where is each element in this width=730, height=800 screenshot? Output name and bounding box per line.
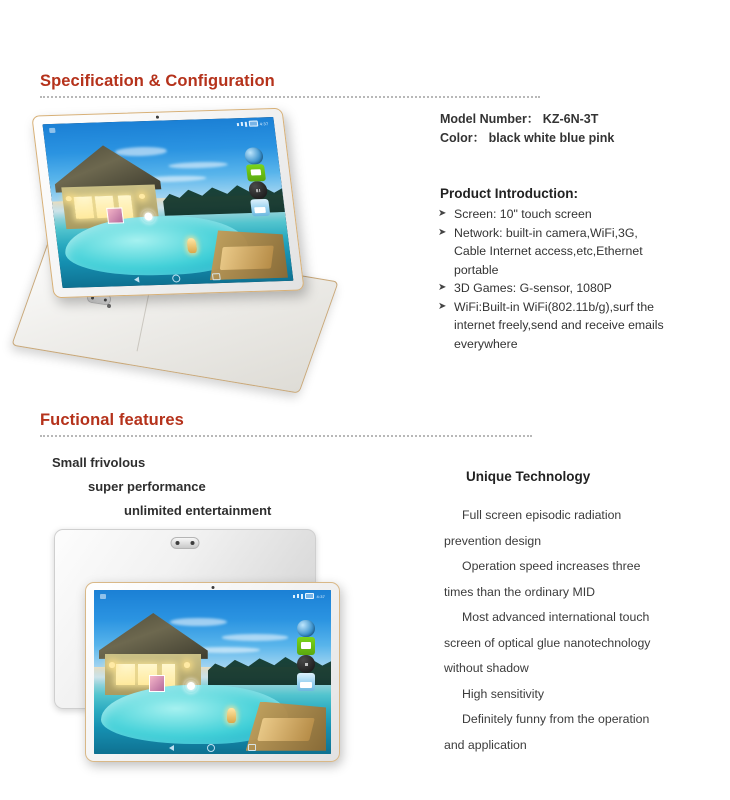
photo-frame-icon[interactable] — [149, 675, 166, 692]
status-notification-icon — [100, 594, 106, 599]
back-icon[interactable] — [134, 276, 140, 282]
slogan-line-1: Small frivolous — [52, 455, 146, 470]
feature-slogan — [52, 451, 271, 523]
settings-gear-icon[interactable] — [184, 679, 198, 693]
intro-list-item-text: WiFi:Built-in WiFi(802.11b/g),surf the internet freely,send and receive emails everywhere — [454, 299, 664, 351]
specification-title: Specification & Configuration — [40, 72, 275, 90]
photo-icon[interactable] — [297, 673, 315, 691]
unique-item: Full screen episodic radiation prevention design — [444, 508, 622, 548]
app-drawer-icon[interactable] — [248, 181, 268, 199]
unique-item: Operation speed increases three times than the ordinary MID — [444, 559, 641, 599]
product-image-bottom — [50, 527, 360, 777]
model-number-row — [440, 110, 614, 129]
product-image-top — [35, 105, 340, 400]
screen-wallpaper — [42, 117, 293, 288]
unique-item: Most advanced international touch screen of optical glue nanotechnology without shadow — [444, 610, 651, 675]
intro-list-item — [438, 298, 670, 354]
intro-list-item — [438, 279, 670, 298]
tablet-device-front — [85, 582, 340, 762]
color-value: black white blue pink — [488, 131, 615, 145]
app-drawer-icon[interactable] — [297, 655, 315, 673]
product-introduction-title: Product Introduction: — [440, 186, 578, 201]
message-icon[interactable] — [297, 637, 315, 655]
model-number-value: KZ-6N-3T — [542, 112, 599, 126]
unique-technology-title: Unique Technology — [466, 469, 591, 484]
color-row — [440, 129, 614, 148]
android-navigation-bar — [94, 744, 331, 752]
arrow-bullet-icon: ➤ — [438, 226, 447, 238]
status-bar — [236, 120, 268, 127]
intro-list-item-text: Network: built-in camera,WiFi,3G, Cable Internet access,etc,Ethernet portable — [454, 225, 643, 277]
intro-list-item-text: 3D Games: G-sensor, 1080P — [454, 281, 612, 295]
functional-features-title: Fuctional features — [40, 411, 184, 429]
specification-meta — [440, 110, 614, 148]
status-bar — [293, 593, 325, 599]
unique-item: High sensitivity — [462, 686, 545, 701]
tablet-screen-bottom — [94, 590, 331, 754]
functional-features-divider — [40, 435, 532, 439]
intro-list-item — [438, 224, 670, 280]
battery-icon — [248, 121, 258, 127]
product-introduction-list — [438, 205, 670, 353]
status-time: 4:37 — [316, 593, 326, 599]
tablet-bezel — [86, 583, 339, 761]
arrow-bullet-icon: ➤ — [438, 282, 447, 293]
message-icon[interactable] — [246, 164, 266, 182]
photo-icon[interactable] — [250, 199, 270, 217]
back-icon[interactable] — [169, 745, 174, 751]
screen-wallpaper — [94, 590, 331, 754]
intro-list-item-text: Screen: 10" touch screen — [454, 207, 592, 221]
wallpaper-lounger — [220, 245, 274, 270]
slogan-line-3: unlimited entertainment — [124, 503, 272, 518]
slogan-line-2: super performance — [88, 479, 206, 494]
tablet-bezel — [32, 109, 303, 297]
tablet-device-top — [31, 108, 304, 299]
home-icon[interactable] — [171, 274, 180, 282]
functional-features-section-header — [40, 411, 532, 439]
recents-icon[interactable] — [248, 744, 256, 751]
arrow-bullet-icon: ➤ — [438, 300, 447, 312]
globe-icon[interactable] — [297, 620, 315, 638]
unique-technology-list — [444, 503, 659, 758]
specification-section-header — [40, 72, 540, 100]
photo-frame-icon[interactable] — [106, 207, 124, 223]
intro-list-item — [438, 205, 670, 224]
recents-icon[interactable] — [212, 273, 221, 280]
specification-divider — [40, 96, 540, 100]
status-notification-icon — [49, 128, 56, 133]
wallpaper-lantern — [227, 708, 236, 723]
tablet-screen-top — [42, 117, 293, 288]
status-time: 4:37 — [259, 120, 269, 127]
battery-icon — [305, 593, 314, 599]
rear-camera-module-icon — [171, 537, 200, 549]
arrow-bullet-icon: ➤ — [438, 208, 447, 219]
unique-item: Definitely funny from the operation and application — [444, 712, 650, 752]
wallpaper-lounger — [257, 718, 315, 741]
globe-icon[interactable] — [244, 147, 264, 165]
home-icon[interactable] — [207, 744, 215, 752]
home-screen-icons — [291, 620, 322, 691]
model-number-label: Model Number： — [440, 112, 540, 126]
color-label: Color： — [440, 131, 486, 145]
